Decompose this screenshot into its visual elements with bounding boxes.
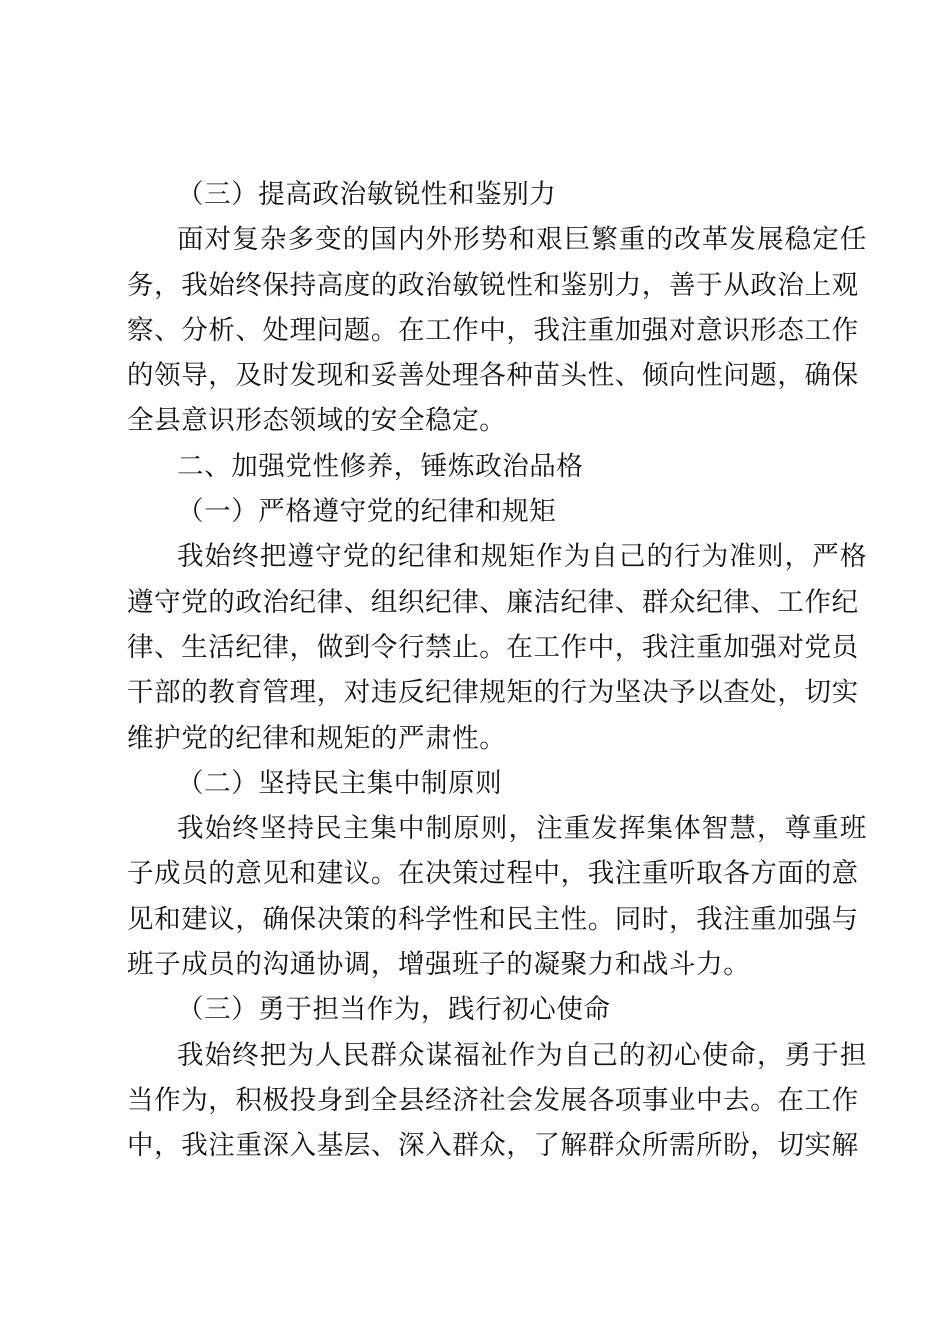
paragraph-line: 我始终把为人民群众谋福祉作为自己的初心使命，勇于担 (177, 1039, 867, 1071)
section-heading: （三）勇于担当作为，践行初心使命 (177, 994, 611, 1026)
paragraph-line: 全县意识形态领域的安全稳定。 (127, 405, 507, 437)
paragraph-line: 见和建议，确保决策的科学性和民主性。同时，我注重加强与 (127, 903, 859, 935)
paragraph-line: 务，我始终保持高度的政治敏锐性和鉴别力，善于从政治上观 (127, 269, 859, 301)
paragraph-line: 我始终把遵守党的纪律和规矩作为自己的行为准则，严格 (177, 541, 867, 573)
section-heading: （一）严格遵守党的纪律和规矩 (177, 496, 557, 528)
paragraph-line: 面对复杂多变的国内外形势和艰巨繁重的改革发展稳定任 (177, 224, 867, 256)
paragraph-line: 班子成员的沟通协调，增强班子的凝聚力和战斗力。 (127, 949, 751, 981)
paragraph-line: 当作为，积极投身到全县经济社会发展各项事业中去。在工作 (127, 1084, 859, 1116)
paragraph-line: 的领导，及时发现和妥善处理各种苗头性、倾向性问题，确保 (127, 360, 859, 392)
paragraph-line: 我始终坚持民主集中制原则，注重发挥集体智慧，尊重班 (177, 813, 867, 845)
document-body (127, 172, 867, 1169)
paragraph-line: 干部的教育管理，对违反纪律规矩的行为坚决予以查处，切实 (127, 677, 859, 709)
paragraph-line: 律、生活纪律，做到令行禁止。在工作中，我注重加强对党员 (127, 631, 859, 663)
paragraph-line: 遵守党的政治纪律、组织纪律、廉洁纪律、群众纪律、工作纪 (127, 586, 859, 618)
paragraph-line: 维护党的纪律和规矩的严肃性。 (127, 722, 507, 754)
paragraph-line: 察、分析、处理问题。在工作中，我注重加强对意识形态工作 (127, 314, 859, 346)
section-heading: （三）提高政治敏锐性和鉴别力 (177, 179, 557, 210)
chapter-heading: 二、加强党性修养，锤炼政治品格 (177, 450, 584, 482)
section-heading: （二）坚持民主集中制原则 (177, 767, 503, 799)
paragraph-line: 中，我注重深入基层、深入群众，了解群众所需所盼，切实解 (127, 1130, 859, 1162)
paragraph-line: 子成员的意见和建议。在决策过程中，我注重听取各方面的意 (127, 858, 859, 890)
